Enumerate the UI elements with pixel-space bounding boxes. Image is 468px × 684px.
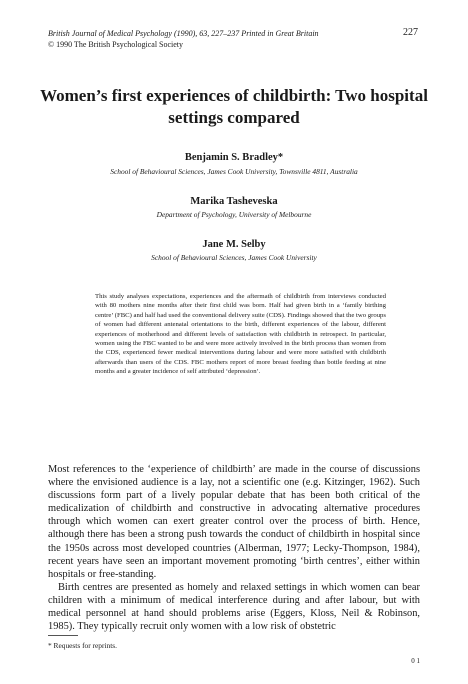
footnote: * Requests for reprints. — [48, 641, 117, 650]
body-text — [48, 463, 420, 633]
copyright-line: © 1990 The British Psychological Society — [48, 40, 184, 49]
body-paragraph: Most references to the ‘experience of childbirth’ are made in the course of discussions where the envisioned audience is a lay, not a scientific one (e.g. Kitzinger, 1962). Such discussions form part of a lively popular debate that has been both critical of the medicalization of childbirth and constructive in advocating alternative procedures through which women can exert greater control over the process of birth. Hence, although there has been a strong push towards the conduct of childbirth in hospital since the 1950s across most developed countries (Alberman, 1977; Lecky-Thompson, 1984), recent years have seen an important movement promoting ‘birth centres’, either within hospitals or free-standing. — [48, 464, 420, 580]
author-affiliation: School of Behavioural Sciences, James Cook University — [151, 253, 317, 262]
body-paragraph: Birth centres are presented as homely and relaxed settings in which women can bear children with a minimum of medical interference during and after labour, but with medical personnel at hand should problems arise (Eggers, Kloss, Neil & Robinson, 1985). They typically recruit only women with a low risk of obstetric — [48, 581, 420, 633]
author-name: Jane M. Selby — [202, 239, 266, 250]
journal-citation: British Journal of Medical Psychology (1990), 63, 227–237 Printed in Great Britain — [48, 29, 319, 38]
corner-mark: 0 1 — [411, 657, 420, 665]
footnote-rule — [48, 635, 78, 636]
author-affiliation: School of Behavioural Sciences, James Cook University, Townsville 4811, Australia — [110, 167, 358, 176]
page-number: 227 — [403, 27, 418, 38]
abstract: This study analyses expectations, experiences and the aftermath of childbirth from interviews conducted with 80 mothers nine months after their first child was born. Half had given birth in a ‘family birthing centre’ (FBC) and half had used the conventional delivery suite (CDS). Findings showed that the two groups of women had different antenatal orientations to the birth, different experiences of the labour, different experiences of motherhood and different levels of satisfaction with childbirth in retrospect. In particular, women using the FBC wanted to be and were more actively involved in the birth process than women from the CDS, experienced fewer medical interventions during labour and were more satisfied with childbirth afterwards than users of the CDS. FBC mothers report of more breast feeding than bottle feeding at nine months and a greater incidence of self attributed ‘depression’. — [95, 293, 386, 376]
article-title: Women’s first experiences of childbirth: Two hospital settings compared — [40, 86, 428, 127]
author-affiliation: Department of Psychology, University of Melbourne — [156, 210, 312, 219]
author-name: Marika Tasheveska — [190, 196, 278, 207]
author-name: Benjamin S. Bradley* — [184, 152, 284, 163]
